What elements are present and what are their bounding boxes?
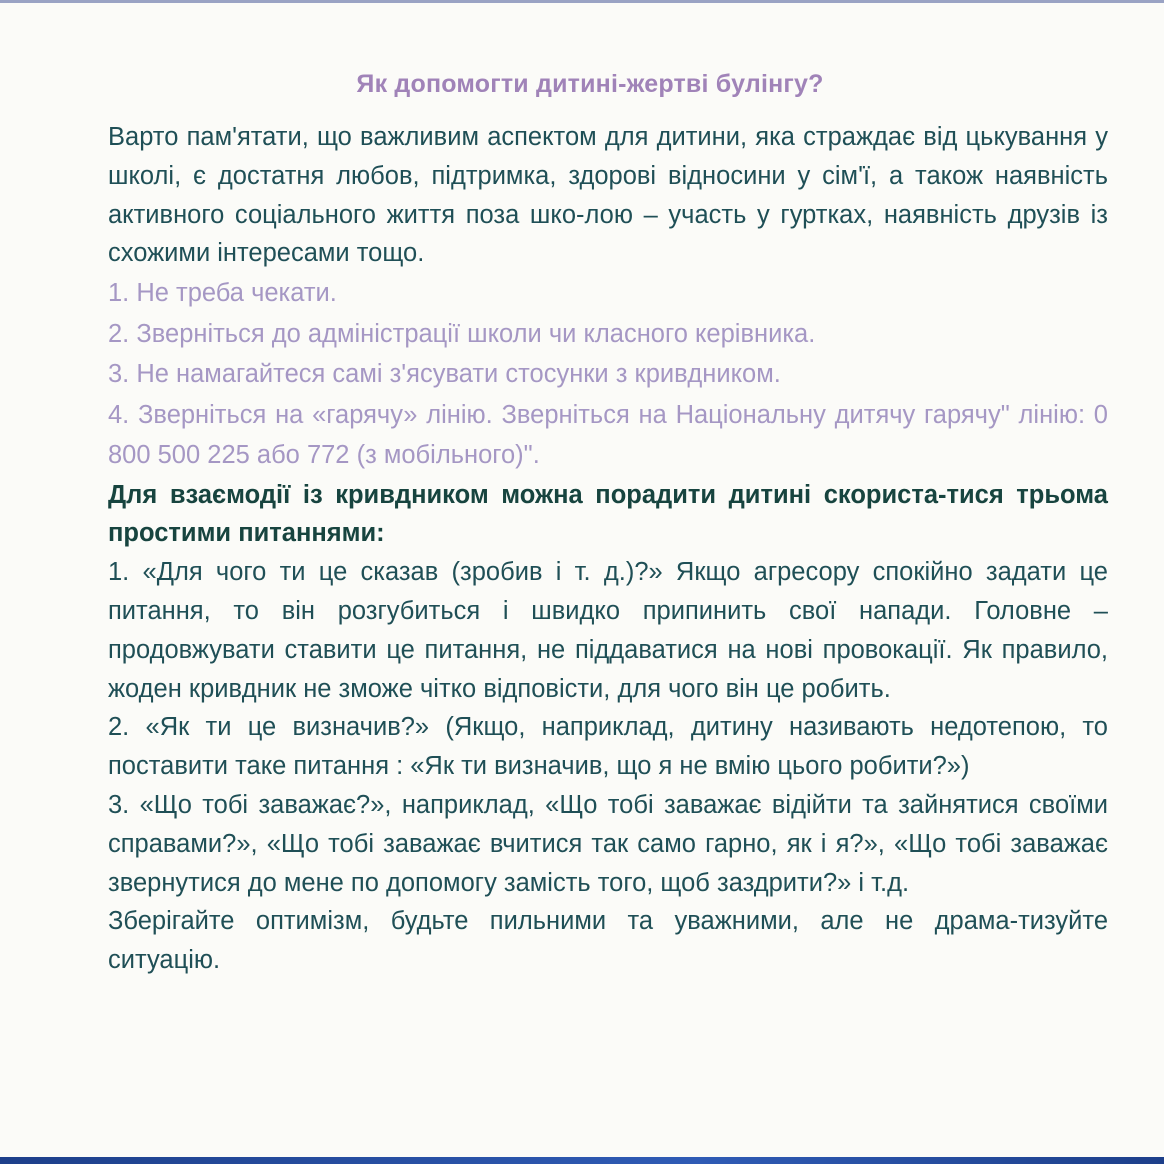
document-body: [108, 118, 1108, 980]
step-item-1: 1. Не треба чекати.: [108, 279, 337, 308]
step-item-4: 4. Зверніться на «гарячу» лінію. Зверніться на Національну дитячу гарячу" лінію: 0 800 500 225 або 772 (з мобільного)".: [108, 400, 1108, 470]
intro-paragraph: Варто пам'ятати, що важливим аспектом для дитини, яка страждає від цькування у школі, є достатня любов, підтримка, здорові відносини у сім'ї, а також наявність активного соціального життя поза шко-лою – участь у гуртках, наявність друзів із схожими інтересами тощо.: [108, 123, 1108, 268]
page-title: Як допомогти дитині-жертві булінгу?: [356, 70, 824, 98]
question-item-1: 1. «Для чого ти це сказав (зробив і т. д.)?» Якщо агресору спокійно задати це питання, то він розгубиться і швидко припинить свої напади. Головне – продовжувати ставити це питання, не піддаватися на нові провокації. Як правило, жоден кривдник не зможе чітко відповісти, для чого він це робить.: [108, 558, 1108, 703]
section-heading: Для взаємодії із кривдником можна порадити дитині скориста-тися трьома простими питаннями:: [108, 480, 1108, 548]
closing-paragraph: Зберігайте оптимізм, будьте пильними та уважними, але не драма-тизуйте ситуацію.: [108, 907, 1108, 975]
top-border: [0, 0, 1164, 3]
step-item-3: 3. Не намагайтеся самі з'ясувати стосунки з кривдником.: [108, 360, 781, 389]
step-item-2: 2. Зверніться до адміністрації школи чи класного керівника.: [108, 319, 816, 348]
question-item-2: 2. «Як ти це визначив?» (Якщо, наприклад, дитину називають недотепою, то поставити таке питання : «Як ти визначив, що я не вмію цього робити?»): [108, 713, 1108, 781]
bottom-border: [0, 1157, 1164, 1164]
question-item-3: 3. «Що тобі заважає?», наприклад, «Що тобі заважає відійти та зайнятися своїми справами?», «Що тобі заважає вчитися так само гарно, як і я?», «Що тобі заважає звернутися до мене по допомогу замість того, щоб заздрити?» і т.д.: [108, 791, 1108, 897]
